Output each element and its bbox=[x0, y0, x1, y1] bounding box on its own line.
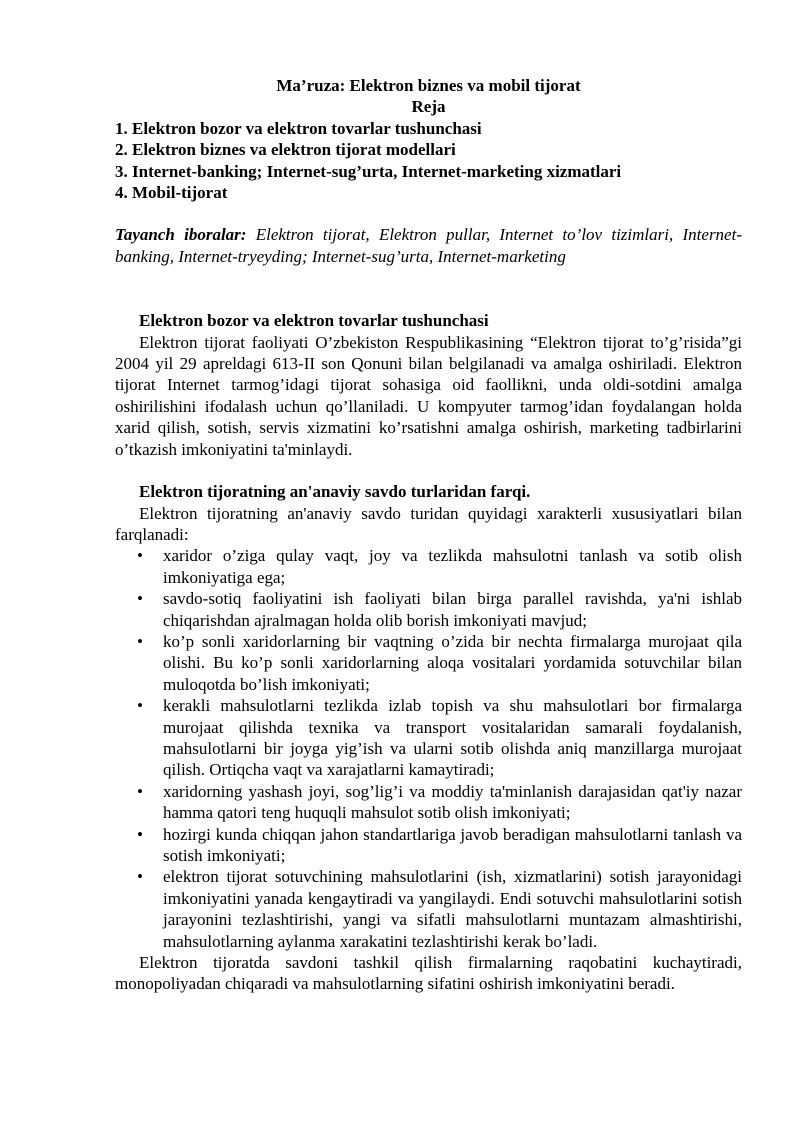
plan-label: Reja bbox=[411, 97, 446, 117]
list-item: • elektron tijorat sotuvchining mahsulotlarini (ish, xizmatlarini) sotish jarayonidagi imkoniyatini yanada kengaytiradi va yangilaydi. Endi sotuvchi mahsulotlarini sotish jarayonini tezlashtirishi, yangi va sifatli mahsulotlarni muntazam almashtirishi, mahsulotlarning aylanma xarakatini tezlashtirishi kerak bo’ladi. bbox=[115, 866, 742, 952]
section2-heading: Elektron tijoratning an'anaviy savdo turlaridan farqi. bbox=[139, 482, 531, 502]
section1-heading: Elektron bozor va elektron tovarlar tushunchasi bbox=[139, 311, 489, 331]
keywords-text: Elektron tijorat, Elektron pullar, Internet to’lov tizimlari, Internet-banking, Internet-tryeyding; Internet-sug’urta, Internet-marketing bbox=[115, 225, 742, 266]
list-item: • xaridorning yashash joyi, sog’lig’i va moddiy ta'minlanish darajasidan qat'iy nazar hamma qatori teng huquqli mahsulot sotib olish imkoniyati; bbox=[115, 781, 742, 824]
plan-item: 1. Elektron bozor va elektron tovarlar tushunchasi bbox=[115, 118, 482, 138]
plan-list bbox=[115, 118, 742, 204]
plan-item: 4. Mobil-tijorat bbox=[115, 183, 228, 203]
section2-closing: Elektron tijoratda savdoni tashkil qilish firmalarning raqobatini kuchaytiradi, monopoliyadan chiqaradi va mahsulotlarning sifatini oshirish imkoniyatini beradi. bbox=[115, 953, 742, 994]
list-item: • xaridor o’ziga qulay vaqt, joy va tezlikda mahsulotni tanlash va sotib olish imkoniyatiga ega; bbox=[115, 545, 742, 588]
plan-item: 2. Elektron biznes va elektron tijorat modellari bbox=[115, 140, 456, 160]
list-item: • kerakli mahsulotlarni tezlikda izlab topish va shu mahsulotlari bor firmalarga murojaat qilishda texnika va transport vositalaridan samarali foydalanish, mahsulotlarni bir joyga yig’ish va ularni sotib olishda aniq manzillarga murojaat qilish. Ortiqcha vaqt va xarajatlarni kamaytiradi; bbox=[115, 695, 742, 781]
list-item: • savdo-sotiq faoliyatini ish faoliyati bilan birga parallel ravishda, ya'ni ishlab chiqarishdan ajralmagan holda olib borish imkoniyati mavjud; bbox=[115, 588, 742, 631]
plan-item: 3. Internet-banking; Internet-sug’urta, Internet-marketing xizmatlari bbox=[115, 161, 622, 181]
keywords-paragraph bbox=[115, 224, 742, 267]
list-item: • hozirgi kunda chiqqan jahon standartlariga javob beradigan mahsulotlarni tanlash va sotish imkoniyati; bbox=[115, 824, 742, 867]
document-page bbox=[115, 75, 742, 995]
features-list bbox=[115, 545, 742, 952]
list-item: • ko’p sonli xaridorlarning bir vaqtning o’zida bir nechta firmalarga murojaat qila olishi. Bu ko’p sonli xaridorlarning aloqa vositalari yordamida sotuvchilar bilan muloqotda bo’lish imkoniyati; bbox=[115, 631, 742, 695]
lecture-title: Ma’ruza: Elektron biznes va mobil tijorat bbox=[276, 76, 581, 95]
keywords-label: Tayanch iboralar: bbox=[115, 225, 247, 245]
section2-intro: Elektron tijoratning an'anaviy savdo turidan quyidagi xarakterli xususiyatlari bilan farqlanadi: bbox=[115, 503, 742, 544]
section1-paragraph: Elektron tijorat faoliyati O’zbekiston Respublikasining “Elektron tijorat to’g’risida”gi 2004 yil 29 apreldagi 613-II son Qonuni bilan belgilanadi va amalga oshiriladi. Elektron tijorat Internet tarmog’idagi tijorat sohasiga oid faollikni, unda oldi-sotdini amalga oshirilishini ifodalash uchun qo’llaniladi. U kompyuter tarmog’idan foydalangan holda xarid qilish, sotish, servis xizmatini ko’rsatishni amalga oshirish, marketing tadbirlarini o’tkazish imkoniyatini ta'minlaydi. bbox=[115, 332, 742, 459]
